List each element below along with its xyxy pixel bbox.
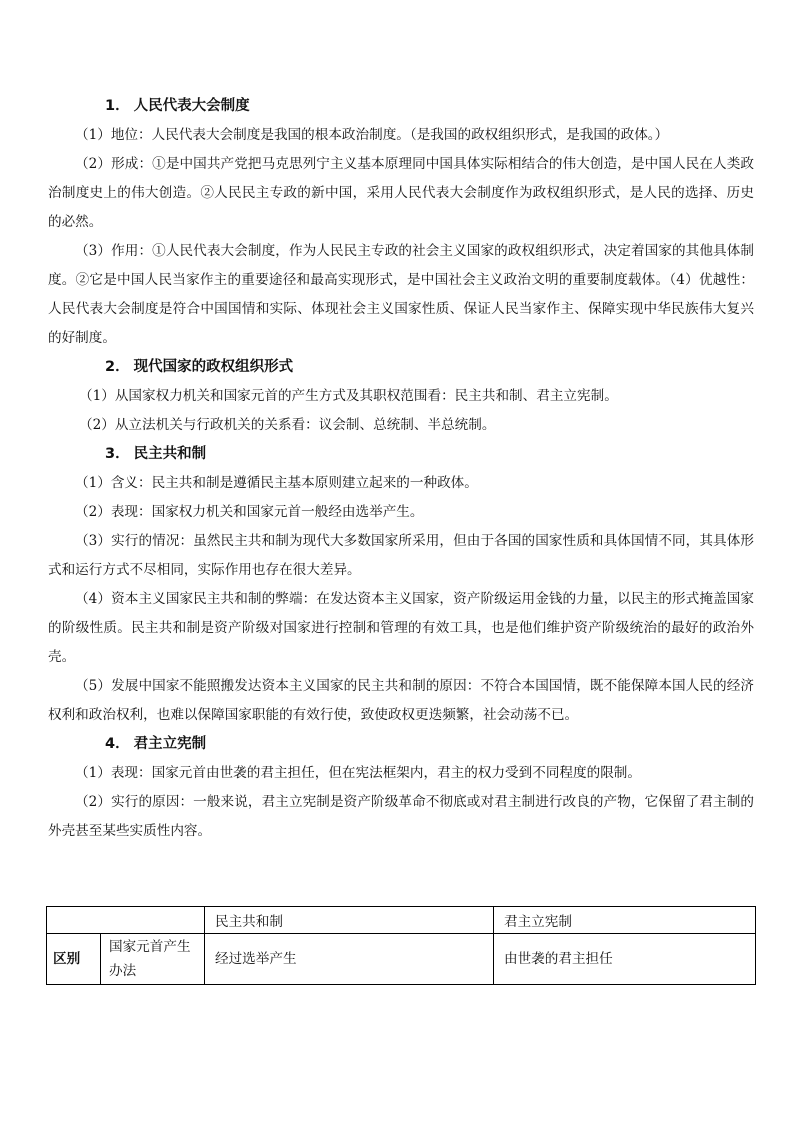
paragraph: （3）作用：①人民代表大会制度，作为人民民主专政的社会主义国家的政权组织形式，决定着国家的其他具体制度。②它是中国人民当家作主的重要途径和最高实现形式，是中国社会主义政治文明的重要制度载体。（4）优越性：人民代表大会制度是符合中国国情和实际、体现社会主义国家性质、保证人民当家作主、保障实现中华民族伟大复兴的好制度。	[48, 243, 754, 346]
paragraph: （4）资本主义国家民主共和制的弊端：在发达资本主义国家，资产阶级运用金钱的力量，以民主的形式掩盖国家的阶级性质。民主共和制是资产阶级对国家进行控制和管理的有效工具，也是他们维护资产阶级统治的最好的政治外壳。	[48, 591, 754, 665]
paragraph: （1）表现：国家元首由世袭的君主担任，但在宪法框架内，君主的权力受到不同程度的限制。	[75, 765, 641, 781]
section-number: 4．	[105, 736, 130, 752]
paragraph: （1）含义：民主共和制是遵循民主基本原则建立起来的一种政体。	[75, 475, 478, 491]
table-cell: 国家元首产生办法	[101, 934, 205, 985]
comparison-table	[46, 906, 756, 985]
table-row	[47, 934, 756, 985]
paragraph: （2）形成：①是中国共产党把马克思列宁主义基本原理同中国具体实际相结合的伟大创造，是中国人民在人类政治制度史上的伟大创造。②人民民主专政的新中国，采用人民代表大会制度作为政权组织形式，是人民的选择、历史的必然。	[48, 156, 754, 230]
table-header-cell: 民主共和制	[205, 907, 494, 934]
table-row-group-label: 区别	[47, 934, 101, 985]
document-body	[48, 92, 754, 846]
table-cell: 经过选举产生	[205, 934, 494, 985]
table-header-cell: 君主立宪制	[494, 907, 756, 934]
section-title: 人民代表大会制度	[133, 98, 250, 114]
paragraph: （2）实行的原因：一般来说，君主立宪制是资产阶级革命不彻底或对君主制进行改良的产物，它保留了君主制的外壳甚至某些实质性内容。	[48, 794, 754, 839]
section-number: 3．	[105, 446, 130, 462]
paragraph: （2）表现：国家权力机关和国家元首一般经由选举产生。	[75, 504, 424, 520]
section-title: 君主立宪制	[133, 736, 207, 752]
section-heading	[48, 440, 754, 469]
section-heading	[48, 730, 754, 759]
section-heading	[48, 92, 754, 121]
table-cell: 由世袭的君主担任	[494, 934, 756, 985]
section-title: 民主共和制	[133, 446, 207, 462]
paragraph: （3）实行的情况：虽然民主共和制为现代大多数国家所采用，但由于各国的国家性质和具体国情不同，其具体形式和运行方式不尽相同，实际作用也存在很大差异。	[48, 533, 754, 578]
paragraph: （5）发展中国家不能照搬发达资本主义国家的民主共和制的原因：不符合本国国情，既不能保障本国人民的经济权利和政治权利，也难以保障国家职能的有效行使，致使政权更迭频繁，社会动荡不已。	[48, 678, 754, 723]
section-number: 2．	[105, 359, 130, 375]
section-heading	[48, 353, 754, 382]
paragraph: （2）从立法机关与行政机关的关系看：议会制、总统制、半总统制。	[79, 417, 496, 433]
table-header-row	[47, 907, 756, 934]
table-header-cell	[47, 907, 205, 934]
section-title: 现代国家的政权组织形式	[133, 359, 294, 375]
paragraph: （1）从国家权力机关和国家元首的产生方式及其职权范围看：民主共和制、君主立宪制。	[79, 388, 618, 404]
section-number: 1．	[105, 98, 130, 114]
paragraph: （1）地位：人民代表大会制度是我国的根本政治制度。（是我国的政权组织形式，是我国的政体。）	[75, 127, 669, 143]
